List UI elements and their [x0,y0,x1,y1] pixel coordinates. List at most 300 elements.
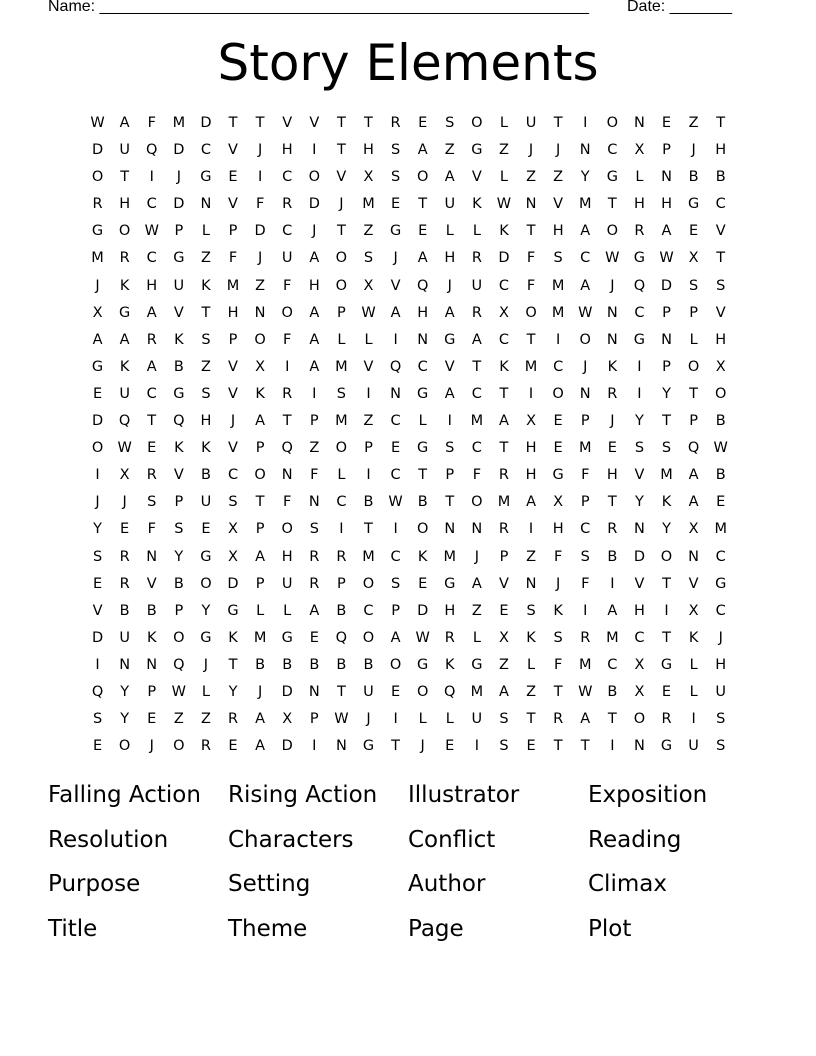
grid-letter: G [200,169,212,186]
grid-letter: K [553,602,563,619]
grid-letter: Y [228,683,238,700]
grid-letter: U [471,711,483,728]
grid-letter: A [661,223,672,240]
grid-letter: M [497,494,511,511]
grid-letter: P [662,142,671,159]
grid-letter: P [255,575,265,592]
grid-letter: R [634,223,645,240]
grid-letter: I [257,169,263,186]
grid-letter: G [200,548,212,565]
grid-letter: A [417,142,428,159]
grid-letter: H [119,196,131,213]
grid-letter: T [201,304,211,321]
grid-letter: A [580,223,591,240]
grid-letter: H [363,142,374,159]
grid-letter: C [390,413,401,430]
grid-letter: K [146,629,157,646]
grid-letter: A [580,711,591,728]
grid-letter: G [660,738,673,755]
grid-letter: I [474,738,479,755]
word-bank-item: Plot [588,915,632,942]
grid-letter: N [146,548,158,565]
grid-letter: M [578,656,592,673]
grid-letter: A [688,467,699,484]
grid-letter: R [282,196,293,213]
word-bank-item: Author [408,871,486,897]
grid-letter: B [688,169,699,186]
grid-letter: K [228,629,238,646]
grid-letter: S [390,142,401,159]
grid-letter: G [200,629,212,646]
grid-letter: V [146,575,157,592]
grid-letter: M [578,440,592,457]
grid-letter: P [309,413,319,430]
grid-letter: W [361,304,376,321]
grid-letter: O [335,277,348,294]
grid-letter: V [228,385,238,402]
grid-letter: Q [281,440,293,457]
grid-letter: L [472,223,481,240]
grid-letter: S [92,711,103,728]
grid-letter: A [92,331,103,348]
grid-letter: J [528,142,534,159]
grid-letter: V [715,304,726,321]
grid-letter: G [633,250,646,267]
grid-letter: Q [633,277,646,294]
grid-letter: R [498,521,509,538]
word-bank-item: Title [48,915,98,942]
grid-letter: U [363,683,374,700]
grid-letter: T [364,521,373,538]
grid-letter: U [119,142,130,159]
grid-letter: H [715,656,727,673]
grid-letter: Y [662,385,671,402]
grid-letter: A [444,385,455,402]
grid-letter: U [119,385,130,402]
grid-letter: E [716,494,726,511]
grid-letter: D [498,250,510,267]
grid-letter: J [339,196,344,213]
grid-letter: X [688,602,699,619]
grid-letter: E [201,521,211,538]
grid-letter: V [336,169,347,186]
grid-letter: F [147,115,156,131]
grid-letter: K [499,223,509,240]
grid-letter: P [662,358,671,375]
grid-letter: L [689,656,698,673]
grid-letter: P [445,467,455,484]
grid-letter: S [201,385,211,402]
grid-letter: H [525,467,537,484]
grid-letter: L [201,683,210,700]
grid-letter: P [580,413,590,430]
grid-letter: C [200,142,211,159]
grid-letter: E [445,738,455,755]
grid-letter: F [581,575,590,592]
grid-letter: Q [416,277,429,294]
word-bank [48,780,768,958]
grid-letter: N [525,575,537,592]
grid-letter: H [308,277,320,294]
grid-letter: K [661,494,672,511]
grid-letter: C [146,250,157,267]
grid-letter: H [606,467,618,484]
grid-letter: W [496,196,512,213]
grid-letter: G [91,223,104,240]
grid-letter: S [526,602,536,619]
grid-letter: I [339,521,344,538]
grid-letter: R [444,629,455,646]
grid-letter: X [498,304,509,321]
grid-letter: D [91,629,104,646]
grid-letter: O [525,304,537,321]
grid-letter: M [91,250,104,267]
grid-letter: I [312,385,317,402]
grid-letter: Q [335,629,348,646]
grid-letter: S [634,440,645,457]
grid-letter: O [335,250,348,267]
grid-letter: V [634,575,645,592]
grid-letter: S [309,521,319,538]
word-bank-item: Setting [228,871,311,897]
grid-letter: I [528,521,534,538]
grid-letter: X [498,629,509,646]
grid-letter: C [390,467,401,484]
grid-letter: D [200,115,212,131]
grid-letter: T [526,223,536,240]
grid-letter: L [499,115,508,131]
grid-letter: J [122,494,127,511]
grid-letter: H [715,142,727,159]
grid-letter: E [120,521,130,538]
grid-letter: Y [174,548,184,565]
grid-letter: A [390,304,401,321]
grid-letter: T [553,115,563,131]
grid-letter: J [95,494,100,511]
grid-letter: D [227,575,239,592]
grid-letter: O [118,738,131,755]
grid-letter: W [171,683,186,700]
grid-letter: Z [444,142,455,159]
grid-letter: Z [498,142,509,159]
grid-letter: H [525,440,537,457]
grid-letter: C [553,358,564,375]
grid-letter: V [228,196,238,213]
grid-letter: E [147,440,157,457]
grid-letter: K [607,358,618,375]
grid-letter: L [418,413,427,430]
grid-letter: Q [91,683,104,700]
grid-letter: Z [200,711,211,728]
grid-letter: V [228,358,238,375]
grid-letter: G [552,467,564,484]
header [48,0,748,20]
grid-letter: R [471,304,482,321]
grid-letter: P [689,413,698,430]
grid-letter: U [525,115,537,131]
grid-letter: L [337,331,346,348]
grid-letter: L [527,656,536,673]
grid-letter: D [254,223,266,240]
grid-letter: Q [687,440,700,457]
grid-letter: V [715,223,726,240]
grid-letter: P [309,711,319,728]
grid-letter: C [634,304,645,321]
grid-letter: N [308,494,320,511]
grid-letter: T [391,738,400,755]
grid-letter: O [471,494,483,511]
grid-letter: V [228,142,238,159]
grid-letter: I [610,575,615,592]
grid-letter: W [578,304,593,321]
grid-letter: E [390,440,401,457]
grid-letter: I [528,385,534,402]
grid-letter: T [147,413,157,430]
grid-letter: G [417,385,429,402]
grid-letter: H [281,548,293,565]
grid-letter: S [689,277,699,294]
grid-letter: A [526,494,536,511]
grid-letter: R [146,467,157,484]
name-line: Name: _______________________________________________________ [48,0,589,15]
grid-letter: D [173,142,185,159]
grid-letter: U [119,629,130,646]
grid-letter: I [312,738,317,755]
grid-letter: Z [255,277,266,294]
grid-letter: G [281,629,293,646]
grid-letter: A [444,304,455,321]
grid-letter: F [581,467,590,484]
grid-letter: W [334,711,349,728]
grid-letter: J [718,629,723,646]
grid-letter: N [281,467,293,484]
grid-letter: I [366,385,371,402]
grid-letter: K [688,629,699,646]
grid-letter: J [610,277,615,294]
grid-letter: R [471,250,482,267]
grid-letter: U [444,196,456,213]
grid-letter: X [526,413,537,430]
grid-letter: S [92,548,103,565]
grid-letter: T [418,467,428,484]
grid-letter: L [445,223,454,240]
grid-letter: W [117,440,132,457]
grid-letter: J [420,738,425,755]
grid-letter: L [689,683,698,700]
grid-letter: A [390,629,401,646]
grid-letter: O [416,169,429,186]
grid-letter: S [390,575,401,592]
grid-letter: I [664,602,669,619]
grid-letter: Z [526,548,537,565]
grid-letter: F [255,196,265,213]
grid-letter: S [363,250,374,267]
grid-letter: F [553,548,563,565]
grid-letter: G [389,223,402,240]
grid-letter: M [551,277,565,294]
grid-letter: Y [201,602,211,619]
grid-letter: P [337,304,346,321]
grid-letter: O [633,711,646,728]
grid-letter: M [362,196,375,213]
grid-letter: O [91,169,104,186]
grid-letter: I [393,331,398,348]
grid-letter: A [498,683,509,700]
grid-letter: L [472,629,481,646]
grid-letter: E [553,413,563,430]
grid-letter: O [389,656,402,673]
grid-letter: B [146,602,157,619]
grid-letter: E [418,575,428,592]
grid-letter: A [146,304,157,321]
grid-letter: Z [363,413,374,430]
grid-letter: N [146,656,158,673]
grid-letter: G [417,656,429,673]
grid-letter: G [660,656,673,673]
grid-letter: N [390,385,401,402]
grid-letter: X [119,467,130,484]
grid-letter: G [119,304,131,321]
grid-letter: V [444,358,455,375]
grid-letter: K [201,440,211,457]
grid-letter: J [691,142,696,159]
word-bank-item: Exposition [588,782,708,808]
grid-letter: S [716,711,726,728]
grid-letter: V [634,467,645,484]
grid-letter: N [200,196,212,213]
grid-letter: T [282,413,292,430]
grid-letter: C [498,331,510,348]
grid-letter: W [415,629,430,646]
grid-letter: V [228,440,238,457]
grid-letter: P [364,440,373,457]
grid-letter: V [92,602,103,619]
grid-letter: F [526,277,536,294]
grid-letter: E [309,629,319,646]
grid-letter: N [119,656,131,673]
grid-letter: O [714,385,727,402]
grid-letter: S [553,250,563,267]
grid-letter: Z [471,602,482,619]
grid-letter: T [120,169,130,186]
grid-letter: T [499,385,509,402]
grid-letter: E [390,683,401,700]
grid-letter: T [228,115,238,131]
grid-letter: T [526,711,536,728]
grid-letter: T [607,196,617,213]
grid-letter: P [689,304,698,321]
grid-letter: C [634,629,645,646]
grid-letter: J [312,223,317,240]
grid-letter: B [309,656,320,673]
grid-letter: D [91,413,104,430]
grid-letter: N [633,521,645,538]
grid-letter: R [309,575,320,592]
grid-letter: X [92,304,103,321]
grid-letter: R [92,196,103,213]
grid-letter: W [578,683,593,700]
grid-letter: J [257,142,263,159]
grid-letter: I [312,142,317,159]
grid-letter: Y [634,413,644,430]
grid-letter: X [363,277,374,294]
grid-letter: T [228,656,238,673]
grid-letter: M [714,521,727,538]
grid-letter: O [579,331,591,348]
word-bank-item: Page [408,915,464,942]
grid-letter: A [688,494,699,511]
grid-letter: H [417,304,429,321]
grid-letter: U [200,494,212,511]
grid-letter: O [200,575,212,592]
grid-letter: C [417,358,428,375]
grid-letter: R [282,385,293,402]
grid-letter: E [418,223,428,240]
grid-letter: C [607,142,618,159]
grid-letter: G [471,142,483,159]
grid-letter: R [309,548,320,565]
grid-letter: O [362,629,375,646]
grid-letter: N [471,521,483,538]
grid-letter: N [254,304,266,321]
word-bank-item: Theme [228,915,308,942]
grid-letter: F [310,467,319,484]
grid-letter: N [417,331,429,348]
grid-letter: R [580,629,591,646]
grid-letter: E [390,196,401,213]
grid-letter: A [255,548,266,565]
grid-letter: Q [118,413,131,430]
grid-letter: Z [363,223,374,240]
grid-letter: C [715,196,726,213]
grid-letter: J [176,169,181,186]
grid-letter: P [174,223,184,240]
grid-letter: W [659,250,674,267]
grid-letter: R [200,738,211,755]
grid-letter: S [716,277,726,294]
grid-letter: I [637,385,642,402]
grid-letter: N [661,331,672,348]
grid-letter: A [255,738,266,755]
grid-letter: P [174,494,184,511]
grid-letter: O [308,169,320,186]
grid-letter: O [552,385,564,402]
grid-letter: R [336,548,347,565]
grid-letter: M [253,629,267,646]
grid-letter: M [172,115,186,131]
grid-letter: A [417,250,428,267]
grid-letter: Y [120,711,130,728]
grid-letter: N [633,738,645,755]
grid-letter: N [579,142,591,159]
grid-letter: O [118,223,131,240]
grid-letter: G [715,575,727,592]
grid-letter: J [95,277,100,294]
grid-letter: J [366,711,371,728]
grid-letter: S [580,548,590,565]
grid-letter: H [552,223,564,240]
grid-letter: J [610,413,615,430]
grid-letter: S [390,169,401,186]
grid-letter: A [119,115,130,131]
grid-letter: B [715,169,726,186]
grid-letter: L [499,169,508,186]
grid-letter: J [203,656,209,673]
grid-letter: K [472,196,482,213]
grid-letter: E [661,683,672,700]
grid-letter: E [418,115,428,131]
grid-letter: T [336,223,346,240]
